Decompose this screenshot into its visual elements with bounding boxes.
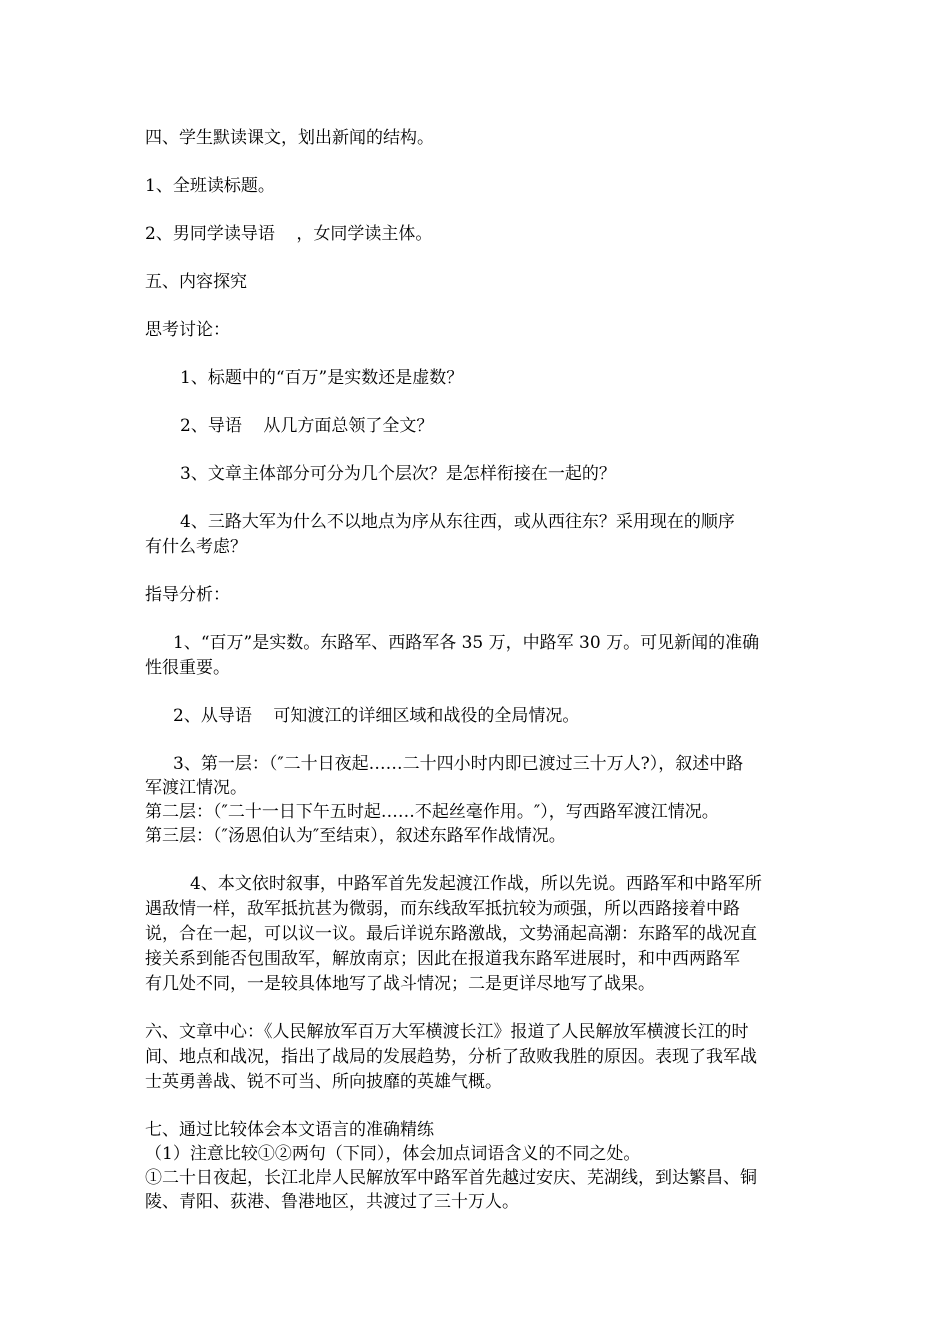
section-5-heading: 五、内容探究	[145, 272, 247, 292]
answer-3-line-1: 3、第一层：（″二十日夜起……二十四小时内即已渡过三十万人?），叙述中路	[173, 754, 744, 774]
section-6-line-3: 士英勇善战、锐不可当、所向披靡的英雄气概。	[145, 1072, 502, 1092]
answer-3-layer-3: 第三层：（″汤恩伯认为″至结束），叙述东路军作战情况。	[145, 826, 566, 846]
answer-4-line-3: 说，合在一起，可以议一议。最后详说东路激战，文势涌起高潮：东路军的战况直	[145, 924, 757, 944]
question-3: 3、文章主体部分可分为几个层次？是怎样衔接在一起的？	[180, 464, 616, 484]
question-4-line-2: 有什么考虑？	[145, 537, 247, 557]
item-4-2: 2、男同学读导语 ，女同学读主体。	[145, 224, 433, 244]
sentence-1-line-2: 陵、青阳、荻港、鲁港地区，共渡过了三十万人。	[145, 1192, 519, 1212]
answer-4-line-4: 接关系到能否包围敌军，解放南京；因此在报道我东路军进展时，和中西两路军	[145, 949, 740, 969]
answer-4-line-5: 有几处不同，一是较具体地写了战斗情况；二是更详尽地写了战果。	[145, 974, 655, 994]
sentence-1-line-1: ①二十日夜起，长江北岸人民解放军中路军首先越过安庆、芜湖线，到达繁昌、铜	[145, 1168, 757, 1188]
analysis-label: 指导分析：	[145, 585, 230, 605]
answer-1-line-1: 1、“百万”是实数。东路军、西路军各 35 万，中路军 30 万。可见新闻的准确	[173, 633, 760, 653]
question-2: 2、导语 从几方面总领了全文？	[180, 416, 434, 436]
question-4-line-1: 4、三路大军为什么不以地点为序从东往西，或从西往东？采用现在的顺序	[180, 512, 735, 532]
section-7-heading: 七、通过比较体会本文语言的准确精练	[145, 1120, 434, 1140]
section-6-line-1: 六、文章中心：《人民解放军百万大军横渡长江》报道了人民解放军横渡长江的时	[145, 1022, 749, 1042]
answer-4-line-2: 遇敌情一样，敌军抵抗甚为微弱，而东线敌军抵抗较为顽强，所以西路接着中路	[145, 899, 740, 919]
answer-1-line-2: 性很重要。	[145, 658, 230, 678]
question-1: 1、标题中的“百万”是实数还是虚数？	[180, 368, 464, 388]
discussion-label: 思考讨论：	[145, 320, 230, 340]
section-6-line-2: 间、地点和战况，指出了战局的发展趋势，分析了敌败我胜的原因。表现了我军战	[145, 1047, 757, 1067]
answer-3-layer-2: 第二层：（″二十一日下午五时起……不起丝毫作用。″），写西路军渡江情况。	[145, 802, 719, 822]
section-7-item-1: （1）注意比较①②两句（下同），体会加点词语含义的不同之处。	[145, 1144, 641, 1164]
answer-3-line-2: 军渡江情况。	[145, 778, 247, 798]
answer-2: 2、从导语 可知渡江的详细区域和战役的全局情况。	[173, 706, 580, 726]
answer-4-line-1: 4、本文依时叙事，中路军首先发起渡江作战，所以先说。西路军和中路军所	[190, 874, 762, 894]
item-4-1: 1、全班读标题。	[145, 176, 275, 196]
section-4-heading: 四、学生默读课文，划出新闻的结构。	[145, 128, 434, 148]
